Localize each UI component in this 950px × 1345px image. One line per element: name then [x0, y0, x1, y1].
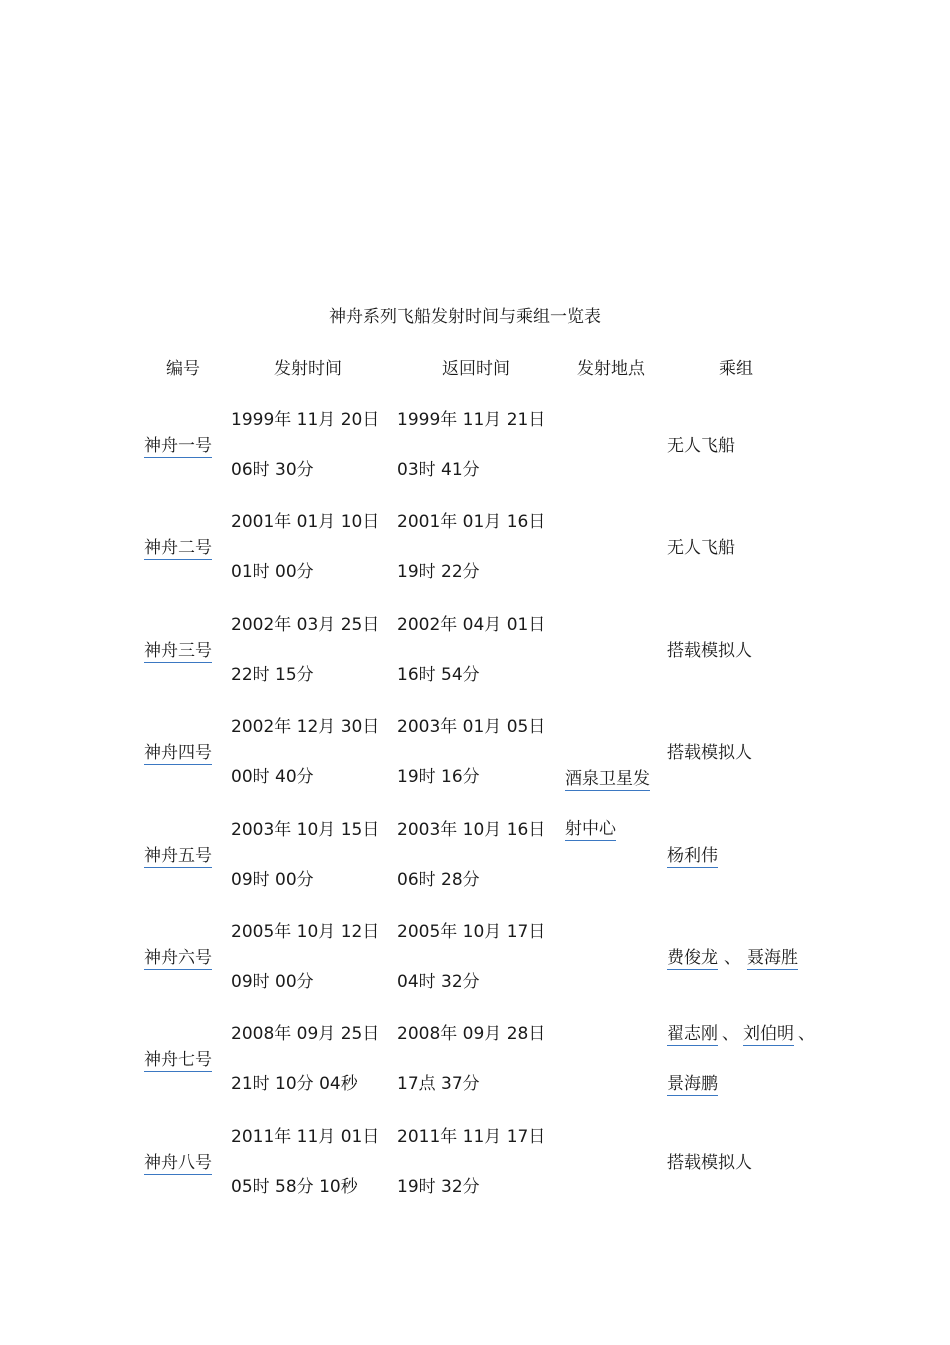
crew-text: 无人飞船 [667, 538, 735, 559]
crew-separator: 、 [722, 1024, 739, 1045]
launch-site-line-1[interactable] [565, 768, 650, 790]
launch-time: 05时 58分 10秒 [231, 1176, 358, 1197]
crew-cell [667, 947, 798, 969]
launch-site-link-1[interactable]: 酒泉卫星发 [565, 769, 650, 789]
return-date: 2005年 10月 17日 [397, 922, 546, 942]
return-time: 03时 41分 [397, 460, 480, 480]
spacecraft-name-cell[interactable] [144, 640, 212, 662]
crew-cell [667, 1152, 752, 1174]
spacecraft-name-link[interactable]: 神舟七号 [144, 1050, 212, 1071]
header-crew: 乘组 [719, 359, 753, 379]
crew-text: 搭载模拟人 [667, 640, 752, 661]
crew-member-link[interactable]: 杨利伟 [667, 845, 718, 866]
crew-member-link[interactable]: 聂海胜 [747, 948, 798, 968]
launch-date: 2005年 10月 12日 [231, 922, 380, 942]
launch-date: 2011年 11月 01日 [231, 1126, 380, 1147]
spacecraft-name-cell[interactable] [144, 537, 212, 559]
crew-separator: 、 [798, 1024, 815, 1045]
crew-cell-line-2 [667, 1073, 718, 1095]
return-date: 2008年 09月 28日 [397, 1024, 546, 1045]
crew-text: 无人飞船 [667, 436, 735, 456]
spacecraft-name-cell[interactable] [144, 742, 212, 764]
launch-date: 2008年 09月 25日 [231, 1024, 380, 1045]
launch-time: 00时 40分 [231, 767, 314, 788]
launch-time: 22时 15分 [231, 664, 314, 685]
launch-time: 09时 00分 [231, 869, 314, 890]
return-time: 19时 32分 [397, 1176, 480, 1197]
crew-cell [667, 435, 735, 457]
launch-date: 2002年 03月 25日 [231, 614, 380, 635]
crew-member-link[interactable]: 费俊龙 [667, 948, 718, 968]
spacecraft-name-link[interactable]: 神舟四号 [144, 743, 212, 764]
crew-cell [667, 537, 735, 559]
return-time: 06时 28分 [397, 869, 480, 890]
header-return-time: 返回时间 [442, 359, 510, 379]
crew-cell [667, 640, 752, 662]
crew-cell-line-1 [667, 1023, 819, 1045]
launch-time: 09时 00分 [231, 972, 314, 992]
return-time: 19时 22分 [397, 562, 480, 583]
return-date: 2002年 04月 01日 [397, 614, 546, 635]
spacecraft-name-link[interactable]: 神舟八号 [144, 1152, 212, 1173]
launch-date: 2003年 10月 15日 [231, 819, 380, 840]
return-date: 2003年 01月 05日 [397, 717, 546, 738]
return-time: 16时 54分 [397, 664, 480, 685]
launch-time: 06时 30分 [231, 460, 314, 480]
crew-text: 搭载模拟人 [667, 1152, 752, 1173]
spacecraft-name-link[interactable]: 神舟五号 [144, 845, 212, 866]
header-number: 编号 [166, 359, 200, 379]
crew-cell [667, 742, 752, 764]
launch-time: 21时 10分 04秒 [231, 1074, 358, 1095]
launch-date: 1999年 11月 20日 [231, 410, 380, 430]
document-title: 神舟系列飞船发射时间与乘组一览表 [329, 307, 601, 327]
launch-date: 2001年 01月 10日 [231, 512, 380, 533]
header-launch-time: 发射时间 [274, 359, 342, 379]
return-date: 2001年 01月 16日 [397, 512, 546, 533]
return-date: 1999年 11月 21日 [397, 410, 546, 430]
launch-time: 01时 00分 [231, 562, 314, 583]
crew-separator: 、 [724, 948, 741, 968]
return-time: 19时 16分 [397, 767, 480, 788]
spacecraft-name-cell[interactable] [144, 1049, 212, 1071]
return-time: 04时 32分 [397, 972, 480, 992]
spacecraft-name-cell[interactable] [144, 845, 212, 867]
return-date: 2003年 10月 16日 [397, 819, 546, 840]
spacecraft-name-link[interactable]: 神舟一号 [144, 436, 212, 456]
crew-text: 搭载模拟人 [667, 743, 752, 764]
header-launch-site: 发射地点 [577, 359, 645, 379]
crew-cell [667, 845, 718, 867]
crew-member-link[interactable]: 景海鹏 [667, 1074, 718, 1095]
launch-site-link-2[interactable]: 射中心 [565, 819, 616, 839]
spacecraft-name-cell[interactable] [144, 435, 212, 457]
launch-site-line-2[interactable] [565, 818, 616, 840]
crew-member-link[interactable]: 翟志刚 [667, 1024, 718, 1045]
return-time: 17点 37分 [397, 1074, 480, 1095]
launch-date: 2002年 12月 30日 [231, 717, 380, 738]
spacecraft-name-link[interactable]: 神舟三号 [144, 640, 212, 661]
spacecraft-name-cell[interactable] [144, 1152, 212, 1174]
crew-member-link[interactable]: 刘伯明 [743, 1024, 794, 1045]
spacecraft-name-link[interactable]: 神舟六号 [144, 948, 212, 968]
spacecraft-name-cell[interactable] [144, 947, 212, 969]
spacecraft-name-link[interactable]: 神舟二号 [144, 538, 212, 559]
return-date: 2011年 11月 17日 [397, 1126, 546, 1147]
